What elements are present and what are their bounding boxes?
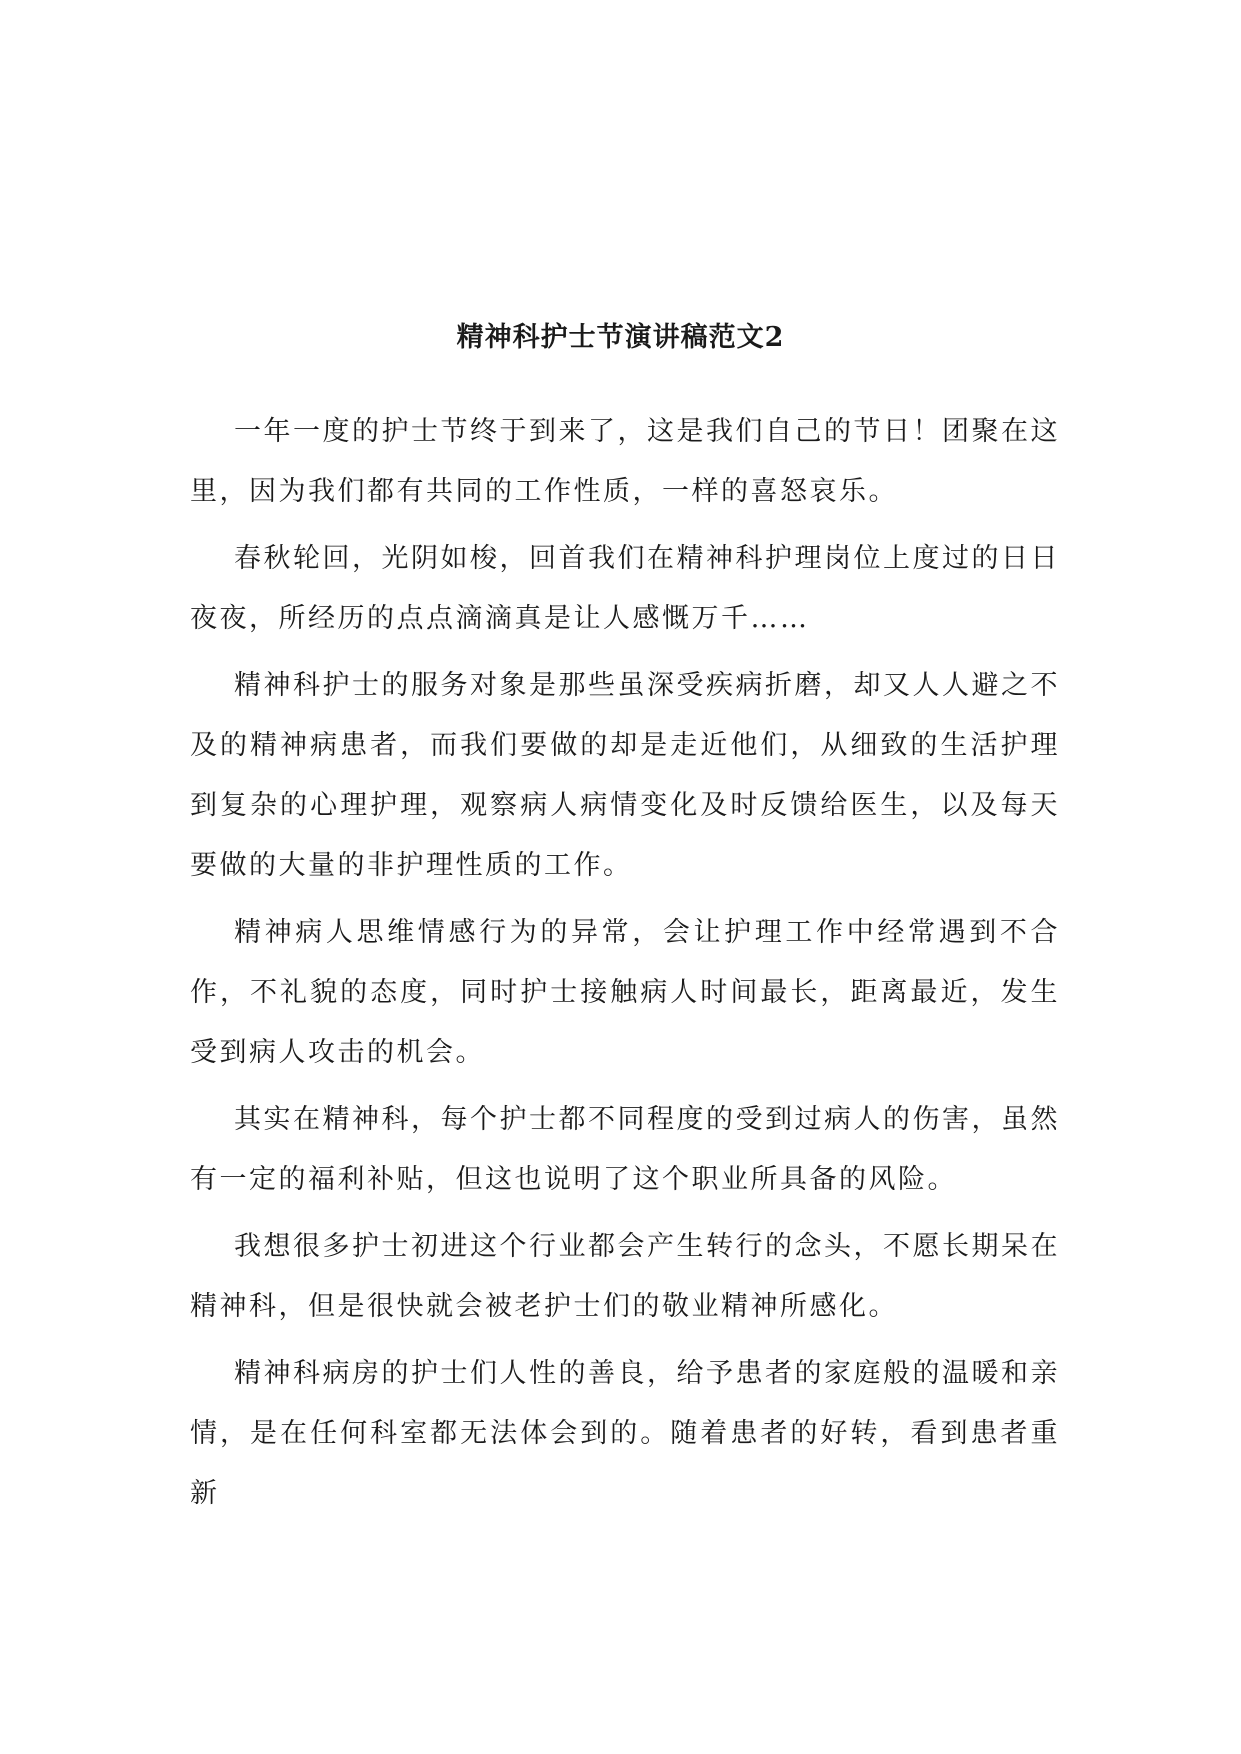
paragraph: 精神科护士的服务对象是那些虽深受疾病折磨，却又人人避之不及的精神病患者，而我们要做的却是走近他们，从细致的生活护理到复杂的心理护理，观察病人病情变化及时反馈给医生，以及每天要做的大量的非护理性质的工作。 <box>190 670 1060 881</box>
paragraph: 精神病人思维情感行为的异常，会让护理工作中经常遇到不合作，不礼貌的态度，同时护士接触病人时间最长，距离最近，发生受到病人攻击的机会。 <box>190 917 1060 1068</box>
paragraph: 春秋轮回，光阴如梭，回首我们在精神科护理岗位上度过的日日夜夜，所经历的点点滴滴真是让人感慨万千…… <box>190 543 1060 634</box>
document-title: 精神科护士节演讲稿范文2 <box>456 322 785 353</box>
paragraph: 我想很多护士初进这个行业都会产生转行的念头，不愿长期呆在精神科，但是很快就会被老护士们的敬业精神所感化。 <box>190 1231 1060 1322</box>
paragraph: 一年一度的护士节终于到来了，这是我们自己的节日！团聚在这里，因为我们都有共同的工作性质，一样的喜怒哀乐。 <box>190 416 1060 507</box>
document-body <box>190 402 1060 1531</box>
paragraph: 精神科病房的护士们人性的善良，给予患者的家庭般的温暖和亲情，是在任何科室都无法体会到的。随着患者的好转，看到患者重新 <box>190 1358 1060 1509</box>
paragraph: 其实在精神科，每个护士都不同程度的受到过病人的伤害，虽然有一定的福利补贴，但这也说明了这个职业所具备的风险。 <box>190 1104 1060 1195</box>
